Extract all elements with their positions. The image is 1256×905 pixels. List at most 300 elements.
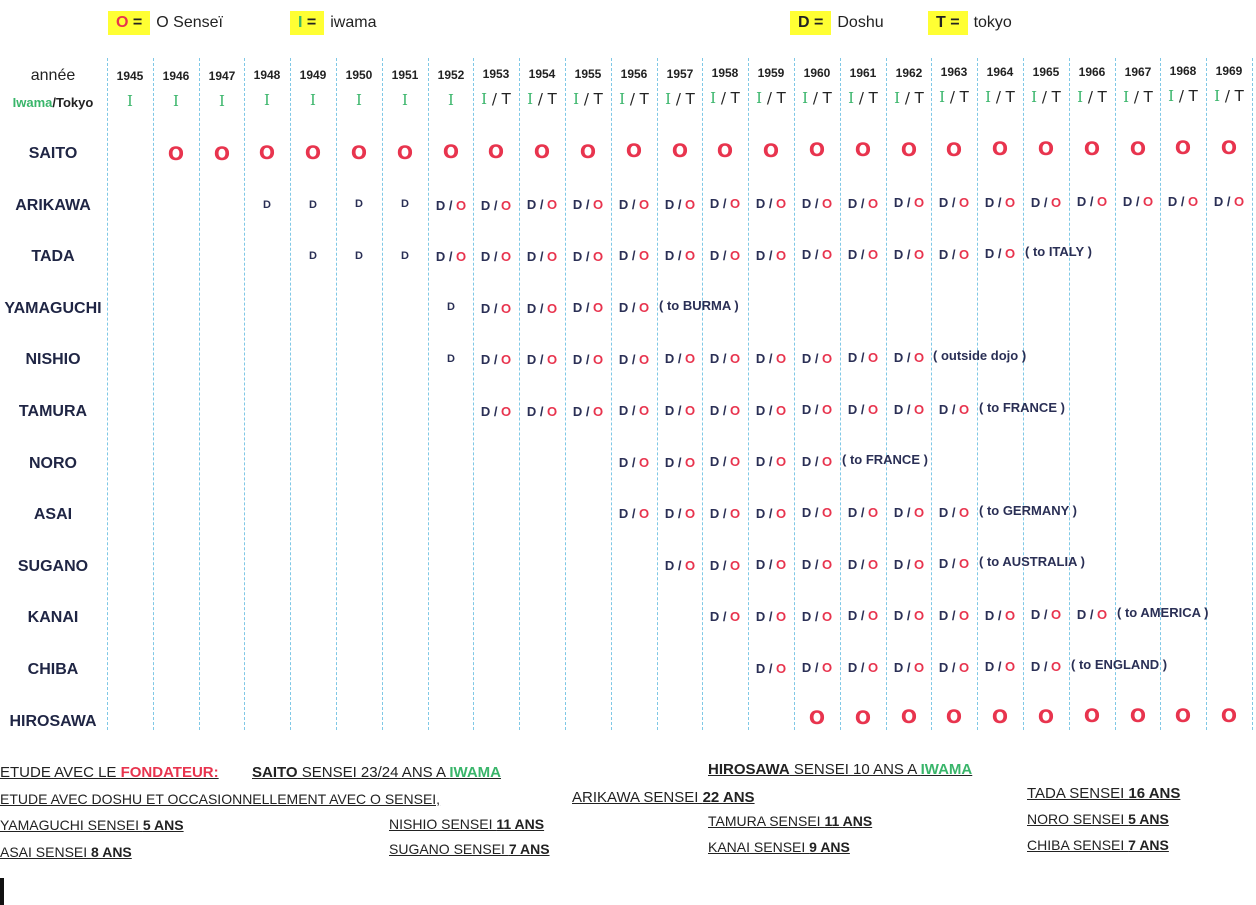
osensei-mark: O — [914, 246, 925, 262]
osensei-mark: O — [822, 557, 833, 573]
cell-arikawa-1969 — [1206, 194, 1252, 209]
osensei-mark: O — [456, 197, 467, 213]
yamaguchi-summary — [0, 817, 184, 833]
separator: / — [674, 248, 686, 264]
cell-arikawa-1967 — [1115, 194, 1161, 209]
destination-note-chiba: ( to ENGLAND ) — [1071, 657, 1168, 672]
legend-key-equals: = — [945, 14, 960, 31]
doshu-mark: D — [572, 403, 583, 419]
hirosawa-place: IWAMA — [920, 761, 973, 778]
cell-sugano-1961 — [840, 557, 886, 572]
arikawa-summary — [572, 789, 755, 806]
doshu-mark: D — [801, 350, 812, 366]
cell-tada-1955 — [565, 249, 611, 264]
cell-saito-1968: O — [1174, 137, 1192, 160]
separator: / — [582, 197, 594, 213]
separator: / — [765, 505, 777, 521]
doshu-mark: D — [847, 608, 858, 624]
separator: / — [903, 504, 915, 520]
cell-nishio-1962 — [886, 350, 932, 365]
separator: / — [765, 402, 777, 418]
separator: / — [674, 196, 686, 212]
iwama-mark: I — [894, 88, 901, 107]
doshu-mark: D — [893, 608, 904, 624]
separator: / — [487, 90, 502, 109]
osensei-mark: O — [730, 351, 741, 367]
tada-summary — [1027, 785, 1180, 802]
osensei-mark: O — [914, 556, 925, 572]
osensei-mark: O — [501, 300, 512, 316]
year-header: 1951 — [391, 67, 419, 82]
cell-tamura-1963 — [931, 402, 977, 417]
doshu-mark: D — [435, 249, 446, 265]
doshu-mark: D — [664, 351, 675, 367]
doshu-mark: D — [664, 196, 675, 212]
asai-summary — [0, 844, 132, 860]
cell-hirosawa-1964: O — [991, 705, 1009, 728]
doshu-mark: D — [938, 556, 949, 572]
separator: / — [533, 90, 548, 109]
cell-hirosawa-1967: O — [1129, 705, 1147, 728]
cell-tamura-1953 — [473, 404, 519, 419]
row-label-asai: ASAI — [33, 506, 73, 524]
iwama-mark: I — [264, 91, 270, 110]
noro-summary — [1027, 811, 1169, 827]
iwama-tokyo-cell — [290, 91, 336, 109]
cell-nishio-1953 — [473, 352, 519, 367]
osensei-mark: O — [1005, 246, 1016, 262]
separator: / — [900, 88, 915, 107]
osensei-mark: O — [501, 197, 512, 213]
cell-saito-1949: O — [304, 142, 322, 164]
separator: / — [857, 660, 869, 675]
separator: / — [948, 607, 960, 623]
cell-asai-1959 — [748, 506, 794, 521]
tamura-summary — [708, 813, 872, 829]
cell-arikawa-1949: D — [309, 198, 317, 211]
cell-noro-1960 — [794, 454, 840, 469]
separator: / — [445, 197, 457, 213]
cell-hirosawa-1962: O — [900, 706, 918, 729]
doshu-mark: D — [1213, 193, 1224, 209]
cell-asai-1961 — [840, 505, 886, 520]
separator: / — [948, 504, 960, 520]
doshu-mark: D — [526, 300, 537, 316]
tokyo-mark: T — [1234, 87, 1244, 106]
doshu-mark: D — [664, 403, 675, 418]
doshu-mark: D — [664, 248, 675, 264]
asai-years: 8 ANS — [91, 844, 132, 860]
osensei-mark: O — [685, 351, 696, 367]
iwama-tokyo-cell — [519, 90, 565, 108]
doshu-mark: D — [618, 506, 629, 522]
separator: / — [903, 608, 915, 624]
osensei-mark: O — [685, 506, 696, 522]
arikawa-name: ARIKAWA SENSEI — [572, 789, 703, 806]
cell-yamaguchi-1956 — [611, 300, 657, 315]
cell-saito-1969: O — [1220, 137, 1238, 159]
cell-kanai-1962 — [886, 608, 932, 623]
iwama-tokyo-cell — [1206, 87, 1252, 105]
separator: / — [628, 248, 640, 264]
separator: / — [1037, 88, 1052, 106]
osensei-mark: O — [822, 453, 833, 469]
cell-sugano-1959 — [748, 557, 794, 572]
cell-asai-1963 — [931, 505, 977, 520]
cell-tada-1949: D — [309, 250, 317, 263]
iwama-tokyo-cell — [473, 90, 519, 108]
doshu-mark: D — [801, 505, 812, 521]
destination-note-yamaguchi: ( to BURMA ) — [659, 298, 739, 314]
osensei-mark: O — [776, 454, 787, 470]
cell-tada-1954 — [519, 249, 565, 264]
separator: / — [811, 660, 823, 676]
osensei-mark: O — [1051, 659, 1062, 674]
etude-avec-le: ETUDE AVEC LE — [0, 764, 121, 781]
year-header: 1953 — [482, 67, 510, 82]
cell-hirosawa-1969: O — [1220, 704, 1238, 727]
separator: / — [582, 248, 594, 264]
tokyo-mark: T — [914, 88, 924, 107]
cell-asai-1958 — [702, 506, 748, 521]
osensei-mark: O — [547, 248, 558, 264]
osensei-mark: O — [1051, 194, 1062, 210]
cell-saito-1959: O — [762, 139, 780, 162]
separator: / — [536, 197, 548, 213]
osensei-mark: O — [730, 505, 741, 521]
separator: / — [945, 88, 960, 107]
osensei-mark: O — [776, 196, 787, 212]
iwama-tokyo-cell — [1069, 88, 1115, 106]
doshu-mark: D — [755, 505, 766, 521]
cell-nishio-1952: D — [447, 352, 455, 365]
tada-years: 16 ANS — [1128, 785, 1181, 802]
osensei-mark: O — [639, 196, 650, 212]
cell-yamaguchi-1954 — [519, 301, 565, 316]
sugano-summary — [389, 841, 550, 857]
separator: / — [1132, 194, 1144, 210]
cell-asai-1956 — [611, 506, 657, 521]
doshu-mark: D — [709, 351, 720, 367]
destination-note-asai: ( to GERMANY ) — [979, 502, 1077, 518]
osensei-mark: O — [1005, 194, 1016, 210]
year-header: 1949 — [299, 68, 327, 83]
osensei-mark: O — [914, 504, 925, 520]
separator: / — [857, 556, 869, 572]
cell-sugano-1963 — [931, 556, 977, 571]
separator: / — [490, 352, 502, 368]
osensei-mark: O — [868, 247, 879, 263]
separator: / — [811, 247, 823, 263]
doshu-mark: D — [480, 197, 491, 213]
doshu-mark: D — [709, 557, 720, 573]
year-header: 1950 — [345, 68, 373, 82]
iwama-mark: I — [1077, 87, 1084, 106]
osensei-mark: O — [822, 660, 833, 676]
chiba-years: 7 ANS — [1128, 837, 1169, 853]
separator: / — [674, 454, 686, 470]
doshu-mark: D — [801, 557, 812, 573]
separator: / — [674, 506, 686, 522]
year-header: 1962 — [895, 65, 923, 80]
tokyo-mark: T — [1188, 87, 1198, 106]
separator: / — [948, 195, 960, 211]
separator: / — [1177, 193, 1189, 209]
destination-note-kanai: ( to AMERICA ) — [1117, 605, 1209, 621]
cell-chiba-1960 — [794, 660, 840, 675]
tamura-name: TAMURA SENSEI — [708, 813, 825, 829]
cell-arikawa-1968 — [1160, 194, 1206, 209]
doshu-mark: D — [435, 197, 446, 213]
separator: / — [719, 247, 731, 263]
destination-note-noro: ( to FRANCE ) — [842, 451, 928, 467]
column-divider — [1252, 58, 1253, 730]
osensei-mark: O — [868, 402, 879, 417]
doshu-mark: D — [618, 248, 629, 264]
doshu-mark: D — [938, 246, 949, 262]
iwama-mark: I — [619, 89, 626, 108]
nishio-name: NISHIO SENSEI — [389, 816, 497, 832]
osensei-mark: O — [456, 249, 467, 265]
cell-tada-1956 — [611, 248, 657, 263]
doshu-mark: D — [755, 247, 766, 263]
separator: / — [490, 300, 502, 316]
separator: / — [671, 89, 686, 108]
iwama-tokyo-cell — [794, 89, 840, 107]
separator: / — [719, 402, 731, 418]
cell-arikawa-1961 — [840, 196, 886, 211]
slash: / — [52, 95, 57, 110]
osensei-mark: O — [547, 197, 558, 213]
cell-tada-1952 — [428, 249, 474, 264]
cell-saito-1965: O — [1037, 138, 1055, 160]
legend-label: O Senseï — [156, 14, 223, 31]
osensei-mark: O — [593, 248, 604, 264]
annee-label: année — [30, 67, 76, 84]
year-header: 1957 — [666, 66, 694, 81]
separator: / — [719, 505, 731, 521]
separator: / — [582, 403, 594, 419]
osensei-mark: O — [959, 195, 970, 211]
doshu-mark: D — [664, 454, 675, 470]
cell-hirosawa-1968: O — [1174, 704, 1192, 727]
cell-tada-1960 — [794, 247, 840, 262]
separator: / — [857, 247, 869, 263]
cell-arikawa-1953 — [473, 198, 519, 213]
destination-note-nishio: ( outside dojo ) — [933, 348, 1027, 364]
iwama-mark: I — [310, 91, 316, 110]
cell-tamura-1959 — [748, 403, 794, 418]
cell-tamura-1957 — [657, 403, 703, 418]
separator: / — [811, 402, 823, 418]
cell-tada-1953 — [473, 249, 519, 264]
separator: / — [628, 196, 640, 212]
separator: / — [719, 351, 731, 367]
tamura-years: 11 ANS — [824, 813, 873, 829]
doshu-mark: D — [664, 557, 675, 573]
cell-arikawa-1965 — [1023, 195, 1069, 210]
doshu-mark: D — [847, 660, 858, 675]
doshu-mark: D — [618, 403, 629, 419]
doshu-mark: D — [709, 247, 720, 263]
separator: / — [857, 350, 869, 366]
osensei-mark: O — [1097, 194, 1108, 210]
cell-saito-1951: O — [396, 141, 414, 164]
cell-hirosawa-1963: O — [945, 706, 963, 729]
cell-arikawa-1966 — [1069, 194, 1115, 209]
separator: / — [903, 246, 915, 262]
osensei-mark: O — [547, 300, 558, 316]
doshu-mark: D — [709, 609, 720, 625]
osensei-mark: O — [1005, 607, 1016, 623]
osensei-mark: O — [822, 195, 833, 211]
cell-kanai-1960 — [794, 609, 840, 624]
cell-yamaguchi-1953 — [473, 301, 519, 316]
iwama-tokyo-cell — [244, 91, 290, 109]
year-header: 1960 — [803, 66, 831, 80]
separator: / — [1129, 87, 1144, 106]
asai-name: ASAI SENSEI — [0, 844, 92, 860]
osensei-mark: O — [776, 402, 787, 418]
osensei-mark: O — [868, 608, 879, 624]
saito-summary — [252, 764, 501, 781]
cell-arikawa-1955 — [565, 197, 611, 212]
separator: / — [719, 557, 731, 573]
legend-key-equals: = — [128, 14, 143, 31]
cell-arikawa-1960 — [794, 196, 840, 211]
doshu-mark: D — [755, 402, 766, 418]
separator: / — [765, 557, 777, 573]
iwama-tokyo-cell — [107, 92, 153, 110]
iwama-mark: I — [710, 89, 717, 108]
destination-note-tamura: ( to FRANCE ) — [979, 399, 1065, 415]
separator: / — [994, 607, 1006, 623]
iwama-mark: I — [1168, 87, 1175, 106]
tokyo-mark: T — [730, 89, 740, 108]
doshu-mark: D — [1030, 607, 1041, 623]
cell-arikawa-1958 — [702, 196, 748, 211]
cell-nishio-1958 — [702, 351, 748, 366]
iwama-mark: I — [848, 88, 855, 107]
yamaguchi-years: 5 ANS — [142, 817, 184, 833]
separator: / — [719, 609, 731, 625]
osensei-mark: O — [822, 247, 833, 263]
osensei-mark: O — [776, 660, 787, 676]
row-label-chiba: CHIBA — [27, 661, 79, 678]
tokyo-mark: T — [1097, 87, 1107, 106]
cell-kanai-1964 — [977, 608, 1023, 623]
separator: / — [811, 608, 823, 624]
osensei-mark: O — [730, 402, 741, 418]
year-header: 1948 — [253, 68, 281, 83]
separator: / — [490, 249, 502, 265]
doshu-mark: D — [938, 195, 949, 211]
doshu-mark: D — [801, 453, 812, 469]
osensei-mark: O — [593, 403, 604, 419]
tokyo-mark: T — [547, 90, 557, 109]
cell-tamura-1956 — [611, 403, 657, 418]
cell-saito-1962: O — [900, 138, 918, 161]
doshu-mark: D — [572, 197, 583, 213]
separator: / — [903, 659, 915, 675]
osensei-mark: O — [730, 196, 741, 212]
year-header: 1964 — [986, 65, 1014, 80]
cell-yamaguchi-1955 — [565, 300, 611, 315]
doshu-mark: D — [893, 504, 904, 520]
separator: / — [765, 454, 777, 470]
doshu-mark: D — [893, 556, 904, 572]
saito-rest: SENSEI 23/24 ANS A — [297, 764, 450, 781]
iwama-mark: I — [1031, 88, 1038, 106]
cell-noro-1956 — [611, 455, 657, 470]
osensei-mark: O — [822, 505, 833, 521]
osensei-mark: O — [593, 197, 604, 213]
iwama-mark: I — [127, 92, 133, 110]
year-header: 1963 — [940, 65, 968, 80]
year-header: 1961 — [849, 65, 877, 80]
osensei-mark: O — [868, 556, 879, 572]
cell-sugano-1962 — [886, 557, 932, 572]
cell-saito-1955: O — [579, 140, 597, 163]
separator: / — [536, 300, 548, 316]
tokyo-mark: T — [501, 90, 511, 109]
osensei-mark: O — [685, 196, 696, 212]
osensei-mark: O — [959, 246, 970, 262]
year-header: 1954 — [528, 67, 556, 82]
hirosawa-summary — [708, 761, 972, 778]
separator: / — [628, 403, 640, 419]
cell-arikawa-1948: D — [263, 198, 271, 211]
osensei-mark: O — [868, 505, 879, 521]
cell-saito-1952: O — [442, 141, 460, 164]
osensei-mark: O — [639, 403, 650, 419]
cell-tamura-1958 — [702, 403, 748, 418]
doshu-mark: D — [664, 506, 675, 522]
row-label-saito: SAITO — [28, 145, 78, 162]
separator: / — [811, 350, 823, 366]
separator: / — [903, 401, 915, 417]
iwama-tokyo-cell — [657, 90, 703, 108]
row-label-yamaguchi: YAMAGUCHI — [4, 299, 102, 317]
separator: / — [762, 89, 777, 108]
cell-saito-1963: O — [945, 138, 963, 161]
cell-noro-1957 — [657, 455, 703, 470]
cell-sugano-1960 — [794, 557, 840, 572]
cell-arikawa-1951: D — [401, 198, 409, 211]
osensei-mark: O — [593, 351, 604, 367]
doshu-mark: D — [480, 404, 491, 419]
tokyo-mark: T — [1143, 87, 1153, 106]
kanai-name: KANAI SENSEI — [708, 839, 810, 855]
year-header: 1967 — [1124, 64, 1152, 79]
cell-saito-1950: O — [350, 141, 368, 164]
nishio-years: 11 ANS — [496, 816, 545, 832]
noro-name: NORO SENSEI — [1027, 811, 1129, 827]
legend-key-equals: = — [302, 14, 317, 31]
cell-chiba-1961 — [840, 660, 886, 675]
cell-tamura-1961 — [840, 402, 886, 417]
separator: / — [765, 608, 777, 624]
cell-asai-1962 — [886, 505, 932, 520]
sugano-name: SUGANO SENSEI — [389, 841, 509, 857]
cell-chiba-1965 — [1023, 659, 1069, 674]
tada-name: TADA SENSEI — [1027, 785, 1129, 802]
cell-tada-1962 — [886, 247, 932, 262]
row-label-noro: NORO — [29, 454, 77, 472]
osensei-mark: O — [776, 350, 787, 366]
kanai-summary — [708, 839, 850, 855]
footer-line-doshu — [0, 791, 440, 807]
